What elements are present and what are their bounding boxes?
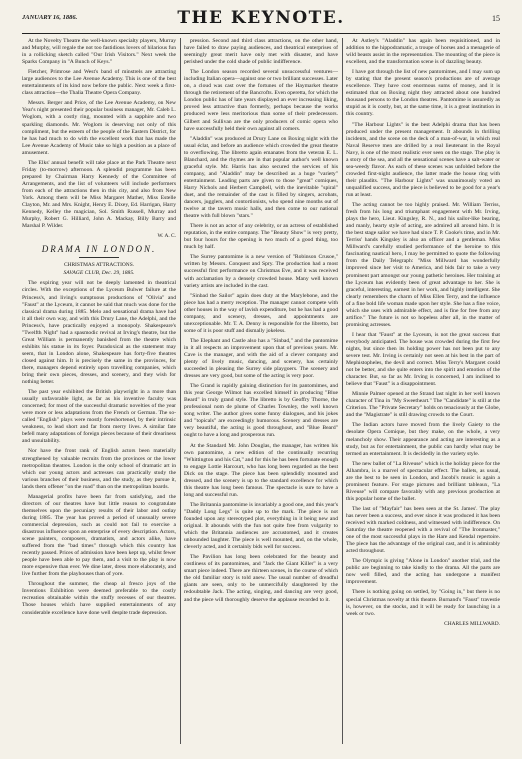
section-subtitle: CHRISTMAS ATTRACTIONS. [63, 262, 135, 269]
paragraph: I hear that "Faust" at the Lyceum, is not the great success that everybody anticipated. The house was crowded during the first few nights, but since then its holding power has not been put to any severe test. Mr. Irving is certainly not seen at his best in the part of Mephistopheles, the devil and correct. Miss Terry's Margaret could not be better, and she quite enters into the spirit and emotion of the character. But, so far as Mr. Irving is concerned, I am inclined to believe that "Faust" is a disappointment. [346, 331, 500, 388]
section-rule [79, 257, 119, 258]
paragraph: "Aladdin" was produced at Drury Lane on Boxing night with the usual éclat, and before an audience which crowded the great theatre to overflowing. The libretto again emanates from the veteran E. L. Blanchard, and the rhymes are in that popular author's well known graceful style. Mr. Harris has also secured the services of his company, and "Aladdin" may be described as a huge "variety" entertainment. Leading parts are given to those "great" comiques, Harry Nichols and Herbert Campbell, with the inevitable "spiral" duet, and the remainder of the cast is filled by singers, acrobats, dancers, jugglers, and contortionists, who spend nine months out of twelve at the tavern music halls, and then come to our national theatre with full blown "stars." [184, 135, 338, 220]
notes-signature: W. A. C. [157, 233, 176, 240]
paragraph: The Britannia pantomime is invariably a good one, and this year's "Daddy Long Legs" is quite up to the mark. The piece is not founded upon any stereotyped plot, everything in it being new and original. It abounds with the fun not quite free from vulgarity to which the Britannia audiences are accustomed, and it creates unbounded laughter. The piece is well mounted, and, on the whole, cleverly acted, and it certainly bids well for success. [184, 501, 338, 551]
paragraph: At the Novelty Theatre the well-known specialty players, Murray and Murphy, will regale the not too fastidious lovers of hilarious fun in a rollicking sketch called "Our Irish Visitors." Next week the Sparks Company in "A Bunch of Keys." [22, 38, 176, 66]
dateline: SAVAGE CLUB, Dec. 29, 1885. [63, 270, 135, 277]
paragraph: At Astley's "Aladdin" has again been requisitioned, and in addition to the hippodramatic, a troupe of horses and a menagerie of wild beasts assist in the representation. The mounting of the piece is excellent, and the transformation scene is of dazzling beauty. [346, 38, 500, 66]
header-date: JANUARY 16, 1886. [22, 14, 78, 21]
paragraph: "Sinbad the Sailor" again does duty at the Marylebone, and the piece has had a merry reception. The manager cannot compete with other houses in the way of lavish expenditure, but he has had a good company, and scenery, dresses, and appointments are unexceptionable. Mr. T. A. Denny is responsible for the libretto, but some of it is poor stuff and dismally jokeless. [184, 292, 338, 334]
paragraph: Throughout the summer, the cheap al fresco joys of the Inventions Exhibition were deemed preferable to the costly recreation obtainable within the stuffy recesses of our theatres. Those houses which have supplied entertainments of any considerable excellence have done well despite trade depression. [22, 581, 176, 616]
paragraph: pression. Second and third class attractions, on the other hand, have failed to draw paying audiences, and theatrical enterprises of seemingly great merit have only met with disaster, and have perished under the cold shade of public indifference. [184, 38, 338, 66]
paragraph: The London season recorded several unsuccessful ventures—including Italian opera—against one or two brilliant successes. Later on, a cloud was cast over the fortunes of the Haymarket theatre through the retirement of the Bancrofts. Even operetta, for which the London public has of late years displayed an ever increasing liking, proved less attractive than formerly, perhaps because the works produced were less meritorious than some of their predecessors. Gilbert and Sullivan are the only producers of comic opera who have successfully held their own against all comers. [184, 69, 338, 132]
page-header [22, 8, 500, 32]
paragraph: Nor have the front rank of English actors been materially strengthened by valuable recruits from the provinces or the lower metropolitan theatres. London is the only school of dramatic art in which our young actors and actresses can practically study the various branches of their business, and the study, as they pursue it, lands them offener "on the road" than on the metropolitan boards. [22, 448, 176, 490]
paragraph: The last of "Mayfair" has been seen at the St. James'. The play has never been a success, and ever since it was produced it has been received with marked coldness, and witnessed with indifference. On Saturday the theatre reopened with a revival of "The Ironmaster," one of the most successful plays in the Hare and Kendal repertoire. The piece has the advantage of the original cast, and it is admirably acted throughout. [346, 505, 500, 555]
paragraph: The acting cannot be too highly praised. Mr. William Terriss, fresh from his long and triumphant engagement with Mr. Irving, plays the hero, Lieut. Kingsley, R. N., and his sailor-like bearing, and manly, hearty style of acting, are admired all around him. It is the best stage sailor we have had since T. P. Cooke's time, and in Mr. Terriss' hands Kingsley is also an officer and a gentleman. Miss Millward's carefully studied performance of the heroine to this fascinating nautical hero, I may be permitted to quote the following from the Daily Telegraph: "Miss Millward has wonderfully improved since her visit to America, and bids fair to take a very prominent part amongst our young pathetic heroines. Her training at the Lyceum has evidently been of great advantage to her. She is graceful, interesting, earnest in her work, and highly intelligent. She clearly remembers the charm of Miss Ellen Terry, and the influence of a fine bold life woman made upon her style. She has a fine voice, which she uses with admirable effect, and is fine for free from any artifice." The future is not so hopeless after all, in the matter of promising actresses. [346, 202, 500, 328]
paragraph: "The Harbour Lights" is the best Adelphi drama that has been produced under the present management. It abounds in thrilling incidents, and the scene on the deck of a man-of-war, in which real Naval Reserve men are drilled by a real lieutenant in the Royal Navy, is one of the most realistic ever seen on the stage. The play is a story of the sea, and all the sensational scenes have a salt-water or sea-weedy flavor. As each of these scenes was unfolded before the crowded first-night audience, the latter made the house ring with their plaudits. "The Harbour Lights" was unanimously voted an unqualified success, and the piece is believed to be good for a year's run at least. [346, 121, 500, 198]
paragraph: The past year exhibited the British playwright in a more than usually unfavorable light, as far as his inventive faculty was concerned; for most of the successful dramatic novelties of the year were more or less adaptations from the French or German. The so-called "English" plays were mostly foreshortened, by their intrinsic weakness, to lead short and far from merry lives. A similar fate befell many adaptations of foreign pieces because of their dreariness and unsuitability. [22, 389, 176, 445]
paragraph: Minnie Palmer opened at the Strand last night in her well known character of Tina in "My Sweetheart." The "Candidate" is still at the Criterion. The "Private Secretary" holds on tenaciously at the Globe, and the "Magistrate" is still drawing crowds to the Court. [346, 391, 500, 419]
column-divider [342, 38, 343, 744]
paragraph: The Grand is rapidly gaining distinction for its pantomimes, and this year George Wilmot has excelled himself in producing "Blue Beard" in truly grand style. The libretto is by Geoffry Thorne, the professional nom de plume of Charles Townley, the well known song writer. The author gives some funny dialogues, and his jokes and "topicals" are exceedingly humorous. Scenery and dresses are very beautiful, the acting is good throughout, and "Blue Beard" ought to have a long and prosperous run. [184, 383, 338, 439]
paragraph: The Olympic is giving "Alone in London" another trial, and the public are beginning to take kindly to the drama. All the parts are now well filled, and the acting has undergone a manifest improvement. [346, 558, 500, 586]
paragraph: The Surrey pantomime is a new version of "Robinson Crusoe," written by Messrs. Conquest and Spry. The production had a most successful first performance on Christmas Eve, and it was received with acclamation by a densely crowded house. Many well known variety artists are included in the cast. [184, 254, 338, 289]
paragraph: The Pavilion has long been celebrated for the beauty and costliness of its pantomimes, and "Jack the Giant Killer" is a very smart piece indeed. There are thirteen scenes, in the course of which the old familiar story is told anew. The usual number of dreadful giants are seen, only to be unmercifully slaughtered by the redoubtable Jack. The acting, singing, and dancing are very good, and the piece will thoroughly deserve the applause recorded to it. [184, 554, 338, 603]
header-rule [22, 33, 500, 34]
paragraph: Messrs. Berger and Price, of the Lee Avenue Academy, on New Year's night presented their popular business manager, Mr. Caleb L. Woglom, with a costly ring, mounted with a sapphire and two sparkling diamonds. Mr. Woglom is deserving not only of this compliment, but the esteem of the people of the Eastern District, for he has had much to do with the excellent work that has made the Lee Avenue Academy of Music take so high a position as a place of amusement. [22, 100, 176, 156]
paragraph: I have got through the list of new pantomimes, and I may sum up by stating that the present season's productions are of average excellence. They have cost enormous sums of money, and it is estimated that on Boxing night they attracted about one hundred thousand persons to the London theatres. Pantomime is assuredly as stupid as it is costly, but, at the same time, it is a great institution in this country. [346, 69, 500, 118]
paragraph: Fletcher, Primrose and West's band of minstrels are attracting large audiences to the Lee Avenue Academy. This is one of the best entertainments of its kind now before the public. Next week a first-class attraction—the Thalia Theatre Opera Company. [22, 69, 176, 97]
paragraph: Managerial profits have been far from satisfying, and the directors of our theatres have but little reason to congratulate themselves upon the pecuniary results of their labor and outlay during 1885. The year has proved a period of unusually severe commercial depression, such as could not fail to exercise a disastrous influence upon an enterprise of every description. Actors, scene painters, composers, dramatists, and actors alike, have suffered from the "bad times" through which this country has recently passed. Prices of admission have been kept up, whilst fewer people have been able to pay them, and a visit to the play is now more expensive than ever. We dine later, dress more elaborately, and live further from the playhouses than of yore. [22, 493, 176, 578]
paragraph: The expiring year will not be deeply lamented in theatrical circles. With the exceptions of the Lyceum Bulwer failure at the Princess's, and living's sumptuous productions of "Olivia" and "Faust" at the Lyceum, it cannot be said that much was done for the classical drama during 1885. Melo and sensational drama have had it all their own way, and with this Drury Lane, the Adelphi, and the Princess's, have practically enjoyed a monopoly. Shakespeare's "Twelfth Night" had a spasmodic revival at Irving's theatre, but the Great William is permanently banished from the theatre which exhibits his statue in its foyer. Paradoxical as the statement may seem, that in London alone, Shakespeare has forty-five theatres closed against him. It is precisely the same in the provinces, for there, managers depend entirely upon travelling companies, which bring their own pieces, dresses, and scenery, and they wish for nothing better. [22, 280, 176, 386]
paragraph: At the Standard Mr. John Douglas, the manager, has written his own pantomime, a new edition of the continually recurring "Whittington and his Cat," and for this he has been fortunate enough to engage Lottie Harcourt, who has long been regarded as the best Dick on the stage. The piece has been splendidly mounted and dressed, and the scenery is up to the standard excellence for which this theatre has long been famous. The spectacle is sure to have a long and successful run. [184, 442, 338, 498]
section-title: DRAMA IN LONDON. [41, 244, 157, 255]
column-1 [22, 38, 176, 620]
author-signature: CHARLES MILLWARD. [444, 620, 500, 627]
paragraph: There is not an actor of any celebrity, or an actress of established reputation, in the entire company. The "Beauty Show" is very pretty, but four hours for the opening is two much of a good thing, too much by half. [184, 223, 338, 251]
paragraph: The Elephant and Castle also has a "Sinbad," and the pantomime in it all respects an improvement upon that of previous years. Mr. Cave is the manager, and with the aid of a clever company and plenty of lively music, dancing, and scenery, has certainly succeeded in pleasing the Surrey side playgoers. The scenery and dresses are very good, but some of the acting is very poor. [184, 337, 338, 380]
paragraph: There is nothing going on settled, by "Going in," but there is no special Christmas novelty at this theatre. Burnand's "Faust" travestie is, however, on the stocks, and it will be ready for launching in a week or two. [346, 589, 500, 617]
masthead-title: THE KEYNOTE. [177, 8, 345, 28]
column-3 [346, 38, 500, 628]
paragraph: The Indian actors have moved from the lively Gaiety to the desolate Opera Comique, but they make, on the whole, a very melancholy show. Their appearance and acting are interesting as a study, but as for entertainment, the public can hardly what may be termed an entertainment. It is decidedly in the variety style. [346, 422, 500, 457]
page-number: 15 [492, 14, 500, 23]
paragraph: The Elks' annual benefit will take place at the Park Theatre next Friday (to-morrow) afternoon. A splendid programme has been prepared by Chairman Harry Kennedy of the Committee of Arrangements, and the list of volunteers will include performers from each of the attractions then in this city, and also from New York. Among them will be Miss Margaret Mather, Miss Estelle Clayton, Mr. and Mrs. Knight, Henry E. Dixey, Ed. Harrigan, Harry Kennedy, Kelley the magician, Sol. Smith Russell, Murray and Murphy, Robert G. Hilliard, John A. Mackay, Billy Barry and Marshal P. Wilder. [22, 159, 176, 230]
column-2 [184, 38, 338, 607]
paragraph: The new ballet of "La Riveuse" which is the holiday piece for the Alhambra, is a marvel of spectacular effect. The ballets, as usual, are the best to be seen in London, and Jacobi's music is again a prominent feature. For stage pictures and brilliant tableaux, "La Riveuse" will compare favorably with any previous production at this popular home of the ballet. [346, 460, 500, 502]
column-divider [180, 38, 181, 744]
